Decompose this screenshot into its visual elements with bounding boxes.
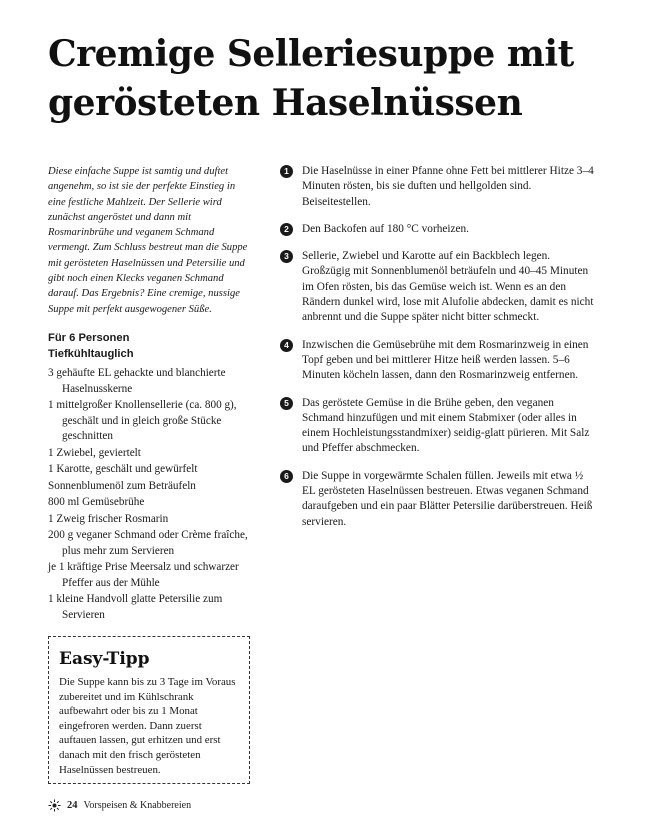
step-text: Inzwischen die Gemüsebrühe mit dem Rosmarinzweig in einen Topf geben und bei mittlerer Hitze heiß werden lassen. 5–6 Minuten köcheln lassen, dann den Rosmarinzweig entfernen.	[302, 338, 589, 382]
step-number-badge: 5	[280, 397, 293, 410]
yield-info	[48, 330, 253, 362]
step-number-badge: 6	[280, 470, 293, 483]
sun-icon	[48, 799, 61, 812]
step-item	[280, 338, 598, 384]
ingredient-item: 200 g veganer Schmand oder Crème fraîche, plus mehr zum Servieren	[48, 529, 248, 557]
ingredient-item: 1 Zweig frischer Rosmarin	[48, 512, 169, 525]
step-text: Die Suppe in vorgewärmte Schalen füllen. Jeweils mit etwa ½ EL gerösteten Haselnüssen bestreuen. Etwas veganen Schmand daraufgeben und ein paar Blätter Petersilie darüberstreuen. Heiß servieren.	[302, 469, 593, 528]
title-line-1: Cremige Selleriesuppe mit	[48, 33, 574, 75]
ingredient-item: 800 ml Gemüsebrühe	[48, 496, 145, 508]
ingredient-item: je 1 kräftige Prise Meersalz und schwarzer Pfeffer aus der Mühle	[48, 561, 239, 589]
intro-text: Diese einfache Suppe ist samtig und duftet angenehm, so ist sie der perfekte Einstieg in eine festliche Mahlzeit. Der Sellerie wird zunächst angeröstet und dann mit Rosmarinbrühe und veganem Schmand vermengt. Zum Schluss bestreut man die Suppe mit gerösteten Haselnüssen und Petersilie und gibt noch einen Klecks veganen Schmand darauf. Das Ergebnis? Eine cremige, nussige Suppe mit perfekt ausgewogener Süße.	[48, 166, 248, 315]
step-text: Das geröstete Gemüse in die Brühe geben, den veganen Schmand hinzufügen und mit einem Stabmixer (oder alles in einem Hochleistungsstandmixer) seidig-glatt pürieren. Mit Salz und Pfeffer abschmecken.	[302, 396, 590, 455]
ingredient-item: 1 Karotte, geschält und gewürfelt	[48, 463, 198, 475]
step-number-badge: 4	[280, 339, 293, 352]
ingredient-list	[48, 366, 260, 624]
page-number: 24	[67, 799, 78, 811]
step-item	[280, 164, 598, 210]
section-name: Vorspeisen & Knabbereien	[83, 799, 192, 811]
ingredient-item: 1 kleine Handvoll glatte Petersilie zum Servieren	[48, 593, 223, 621]
step-number-badge: 3	[280, 250, 293, 263]
step-list	[280, 164, 598, 542]
step-number-badge: 2	[280, 223, 293, 236]
tip-title: Easy-Tipp	[59, 649, 150, 669]
page-title	[48, 30, 628, 128]
ingredient-item: Sonnenblumenöl zum Beträufeln	[48, 479, 196, 492]
tip-text: Die Suppe kann bis zu 3 Tage im Voraus zubereitet und im Kühlschrank aufbewahrt oder bis zu 1 Monat eingefroren werden. Dann zuerst auftauen lassen, gut erhitzen und erst danach mit den frisch gerösteten Haselnüssen bestreuen.	[59, 676, 236, 776]
freezable-note: Tiefkühltauglich	[48, 348, 134, 360]
step-item	[280, 222, 598, 237]
servings: Für 6 Personen	[48, 332, 130, 344]
step-number-badge: 1	[280, 165, 293, 178]
step-text: Den Backofen auf 180 °C vorheizen.	[302, 222, 470, 235]
easy-tip-box	[48, 636, 250, 784]
step-item	[280, 396, 598, 457]
ingredient-item: 1 mittelgroßer Knollensellerie (ca. 800 g), geschält und in gleich große Stücke geschnitten	[48, 399, 237, 442]
title-line-2: gerösteten Haselnüssen	[48, 82, 523, 124]
ingredient-item: 1 Zwiebel, geviertelt	[48, 446, 141, 459]
step-text: Sellerie, Zwiebel und Karotte auf ein Backblech legen. Großzügig mit Sonnenblumenöl beträufeln und 40–45 Minuten im Ofen rösten, bis das Gemüse weich ist. Wenn es an den Rändern dunkel wird, lose mit Alufolie abdecken, damit es nicht anbrennt und die Suppe später nicht bitter schmeckt.	[302, 250, 594, 324]
page-footer	[48, 797, 191, 813]
ingredient-item: 3 gehäufte EL gehackte und blanchierte Haselnusskerne	[48, 367, 226, 395]
step-item	[280, 249, 598, 325]
step-text: Die Haselnüsse in einer Pfanne ohne Fett bei mittlerer Hitze 3–4 Minuten rösten, bis sie duften und hellgolden sind. Beiseitestellen.	[302, 165, 594, 208]
step-item	[280, 469, 598, 530]
